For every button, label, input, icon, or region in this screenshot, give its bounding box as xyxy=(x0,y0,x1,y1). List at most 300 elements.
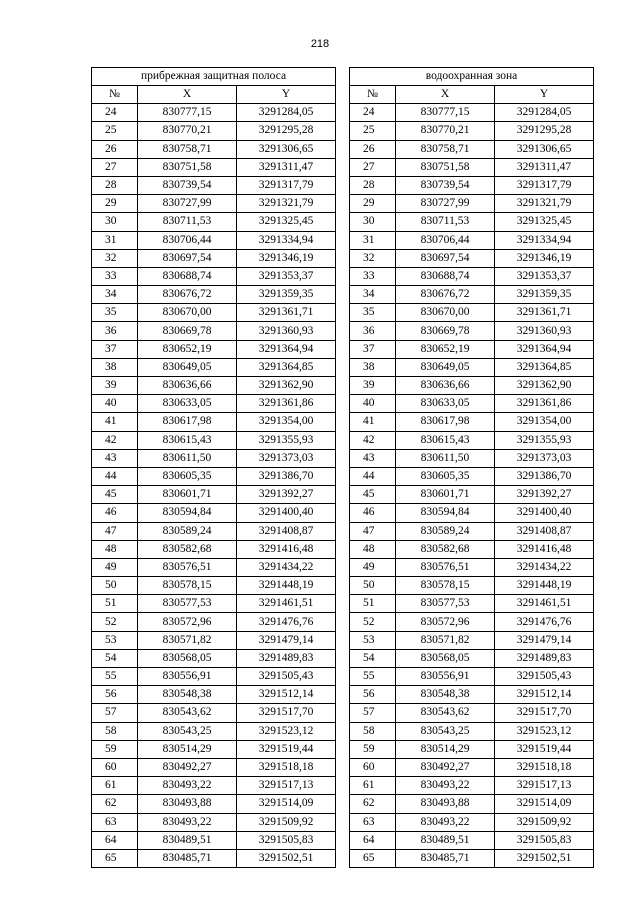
right-y-value: 3291361,71 xyxy=(495,304,594,322)
section-gap xyxy=(336,358,350,376)
left-y-value: 3291354,00 xyxy=(237,413,336,431)
left-point-number: 63 xyxy=(92,813,138,831)
right-x-value: 830670,00 xyxy=(396,304,495,322)
section-gap xyxy=(336,613,350,631)
table-row xyxy=(92,340,594,358)
section-gap xyxy=(336,158,350,176)
section-gap xyxy=(336,249,350,267)
right-y-value: 3291400,40 xyxy=(495,504,594,522)
right-x-value: 830611,50 xyxy=(396,449,495,467)
right-y-value: 3291519,44 xyxy=(495,740,594,758)
right-point-number: 43 xyxy=(350,449,396,467)
left-point-number: 60 xyxy=(92,758,138,776)
right-point-number: 50 xyxy=(350,577,396,595)
left-point-number: 30 xyxy=(92,213,138,231)
right-x-value: 830489,51 xyxy=(396,831,495,849)
left-point-number: 29 xyxy=(92,195,138,213)
table-row xyxy=(92,104,594,122)
right-point-number: 37 xyxy=(350,340,396,358)
left-x-value: 830751,58 xyxy=(138,158,237,176)
section-gap xyxy=(336,522,350,540)
right-y-value: 3291306,65 xyxy=(495,140,594,158)
left-point-number: 45 xyxy=(92,486,138,504)
right-point-number: 39 xyxy=(350,377,396,395)
right-point-number: 64 xyxy=(350,831,396,849)
right-point-number: 51 xyxy=(350,595,396,613)
left-x-value: 830572,96 xyxy=(138,613,237,631)
right-point-number: 58 xyxy=(350,722,396,740)
right-x-value: 830777,15 xyxy=(396,104,495,122)
left-x-value: 830688,74 xyxy=(138,267,237,285)
left-x-value: 830706,44 xyxy=(138,231,237,249)
table-row xyxy=(92,486,594,504)
right-x-value: 830706,44 xyxy=(396,231,495,249)
section-gap xyxy=(336,813,350,831)
left-y-value: 3291325,45 xyxy=(237,213,336,231)
right-y-value: 3291284,05 xyxy=(495,104,594,122)
left-y-value: 3291392,27 xyxy=(237,486,336,504)
right-y-value: 3291518,18 xyxy=(495,758,594,776)
right-y-value: 3291505,83 xyxy=(495,831,594,849)
right-x-value: 830601,71 xyxy=(396,486,495,504)
section-gap xyxy=(336,231,350,249)
left-y-value: 3291448,19 xyxy=(237,577,336,595)
table-row xyxy=(92,140,594,158)
right-y-value: 3291434,22 xyxy=(495,558,594,576)
left-x-value: 830493,22 xyxy=(138,777,237,795)
table-row xyxy=(92,795,594,813)
left-y-value: 3291364,85 xyxy=(237,358,336,376)
right-y-value: 3291325,45 xyxy=(495,213,594,231)
left-point-number: 26 xyxy=(92,140,138,158)
right-y-value: 3291461,51 xyxy=(495,595,594,613)
left-point-number: 64 xyxy=(92,831,138,849)
right-x-value: 830770,21 xyxy=(396,122,495,140)
right-x-value: 830688,74 xyxy=(396,267,495,285)
right-x-value: 830571,82 xyxy=(396,631,495,649)
left-x-value: 830589,24 xyxy=(138,522,237,540)
left-y-value: 3291416,48 xyxy=(237,540,336,558)
right-x-value: 830758,71 xyxy=(396,140,495,158)
right-point-number: 44 xyxy=(350,467,396,485)
table-row xyxy=(92,831,594,849)
right-x-value: 830485,71 xyxy=(396,849,495,867)
right-point-number: 60 xyxy=(350,758,396,776)
right-y-value: 3291386,70 xyxy=(495,467,594,485)
left-y-value: 3291408,87 xyxy=(237,522,336,540)
left-header-num: № xyxy=(92,86,138,104)
table-row xyxy=(92,213,594,231)
left-x-value: 830514,29 xyxy=(138,740,237,758)
left-point-number: 41 xyxy=(92,413,138,431)
left-y-value: 3291353,37 xyxy=(237,267,336,285)
left-point-number: 42 xyxy=(92,431,138,449)
section-gap xyxy=(336,140,350,158)
left-y-value: 3291334,94 xyxy=(237,231,336,249)
left-x-value: 830739,54 xyxy=(138,176,237,194)
left-x-value: 830697,54 xyxy=(138,249,237,267)
table-row xyxy=(92,613,594,631)
right-x-value: 830514,29 xyxy=(396,740,495,758)
right-y-value: 3291502,51 xyxy=(495,849,594,867)
table-row xyxy=(92,522,594,540)
table-row xyxy=(92,540,594,558)
right-y-value: 3291334,94 xyxy=(495,231,594,249)
left-x-value: 830670,00 xyxy=(138,304,237,322)
right-y-value: 3291505,43 xyxy=(495,668,594,686)
table-row xyxy=(92,686,594,704)
right-section-title: водоохранная зона xyxy=(350,68,594,86)
section-gap xyxy=(336,467,350,485)
table-row xyxy=(92,195,594,213)
left-section-title: прибрежная защитная полоса xyxy=(92,68,336,86)
right-y-value: 3291448,19 xyxy=(495,577,594,595)
table-row xyxy=(92,267,594,285)
table-row xyxy=(92,704,594,722)
left-point-number: 46 xyxy=(92,504,138,522)
left-x-value: 830578,15 xyxy=(138,577,237,595)
left-point-number: 56 xyxy=(92,686,138,704)
right-y-value: 3291317,79 xyxy=(495,176,594,194)
right-point-number: 38 xyxy=(350,358,396,376)
left-y-value: 3291400,40 xyxy=(237,504,336,522)
section-gap xyxy=(336,395,350,413)
section-gap xyxy=(336,722,350,740)
section-gap xyxy=(336,449,350,467)
left-y-value: 3291517,70 xyxy=(237,704,336,722)
left-x-value: 830548,38 xyxy=(138,686,237,704)
right-y-value: 3291408,87 xyxy=(495,522,594,540)
right-x-value: 830711,53 xyxy=(396,213,495,231)
section-gap xyxy=(336,377,350,395)
left-y-value: 3291386,70 xyxy=(237,467,336,485)
left-point-number: 33 xyxy=(92,267,138,285)
left-y-value: 3291505,43 xyxy=(237,668,336,686)
right-x-value: 830572,96 xyxy=(396,613,495,631)
right-x-value: 830493,22 xyxy=(396,813,495,831)
table-row xyxy=(92,740,594,758)
left-y-value: 3291505,83 xyxy=(237,831,336,849)
left-point-number: 53 xyxy=(92,631,138,649)
right-point-number: 34 xyxy=(350,286,396,304)
right-point-number: 27 xyxy=(350,158,396,176)
left-y-value: 3291523,12 xyxy=(237,722,336,740)
left-point-number: 28 xyxy=(92,176,138,194)
left-header-y: Y xyxy=(237,86,336,104)
section-gap xyxy=(336,686,350,704)
left-point-number: 31 xyxy=(92,231,138,249)
right-point-number: 35 xyxy=(350,304,396,322)
left-point-number: 27 xyxy=(92,158,138,176)
section-gap xyxy=(336,795,350,813)
right-x-value: 830577,53 xyxy=(396,595,495,613)
left-x-value: 830633,05 xyxy=(138,395,237,413)
left-point-number: 37 xyxy=(92,340,138,358)
section-gap xyxy=(336,649,350,667)
right-x-value: 830605,35 xyxy=(396,467,495,485)
left-y-value: 3291355,93 xyxy=(237,431,336,449)
section-gap xyxy=(336,668,350,686)
left-point-number: 47 xyxy=(92,522,138,540)
right-y-value: 3291517,13 xyxy=(495,777,594,795)
right-y-value: 3291311,47 xyxy=(495,158,594,176)
left-y-value: 3291476,76 xyxy=(237,613,336,631)
table-row xyxy=(92,358,594,376)
left-y-value: 3291518,18 xyxy=(237,758,336,776)
coordinates-table xyxy=(91,67,594,868)
table-row xyxy=(92,631,594,649)
table-row xyxy=(92,377,594,395)
section-gap xyxy=(336,413,350,431)
left-x-value: 830758,71 xyxy=(138,140,237,158)
left-point-number: 61 xyxy=(92,777,138,795)
left-point-number: 24 xyxy=(92,104,138,122)
right-point-number: 53 xyxy=(350,631,396,649)
right-x-value: 830633,05 xyxy=(396,395,495,413)
right-y-value: 3291523,12 xyxy=(495,722,594,740)
left-y-value: 3291362,90 xyxy=(237,377,336,395)
section-gap xyxy=(336,122,350,140)
left-point-number: 50 xyxy=(92,577,138,595)
left-point-number: 51 xyxy=(92,595,138,613)
left-x-value: 830601,71 xyxy=(138,486,237,504)
right-y-value: 3291512,14 xyxy=(495,686,594,704)
right-point-number: 28 xyxy=(350,176,396,194)
right-x-value: 830582,68 xyxy=(396,540,495,558)
left-y-value: 3291502,51 xyxy=(237,849,336,867)
left-x-value: 830605,35 xyxy=(138,467,237,485)
right-x-value: 830543,62 xyxy=(396,704,495,722)
section-gap xyxy=(336,740,350,758)
right-point-number: 63 xyxy=(350,813,396,831)
left-y-value: 3291517,13 xyxy=(237,777,336,795)
table-row xyxy=(92,813,594,831)
section-gap xyxy=(336,595,350,613)
left-x-value: 830711,53 xyxy=(138,213,237,231)
left-point-number: 35 xyxy=(92,304,138,322)
right-point-number: 24 xyxy=(350,104,396,122)
right-x-value: 830636,66 xyxy=(396,377,495,395)
right-point-number: 54 xyxy=(350,649,396,667)
left-header-x: X xyxy=(138,86,237,104)
section-gap xyxy=(336,849,350,867)
right-header-x: X xyxy=(396,86,495,104)
right-x-value: 830548,38 xyxy=(396,686,495,704)
table-row xyxy=(92,467,594,485)
section-gap xyxy=(336,431,350,449)
section-gap xyxy=(336,631,350,649)
right-x-value: 830594,84 xyxy=(396,504,495,522)
right-y-value: 3291360,93 xyxy=(495,322,594,340)
table-row xyxy=(92,413,594,431)
right-x-value: 830556,91 xyxy=(396,668,495,686)
right-y-value: 3291476,76 xyxy=(495,613,594,631)
table-row xyxy=(92,722,594,740)
left-y-value: 3291509,92 xyxy=(237,813,336,831)
right-y-value: 3291359,35 xyxy=(495,286,594,304)
section-gap xyxy=(336,577,350,595)
left-x-value: 830493,22 xyxy=(138,813,237,831)
right-point-number: 56 xyxy=(350,686,396,704)
table-row xyxy=(92,595,594,613)
left-x-value: 830556,91 xyxy=(138,668,237,686)
left-x-value: 830649,05 xyxy=(138,358,237,376)
right-x-value: 830578,15 xyxy=(396,577,495,595)
right-y-value: 3291295,28 xyxy=(495,122,594,140)
section-gap xyxy=(336,704,350,722)
left-x-value: 830727,99 xyxy=(138,195,237,213)
right-y-value: 3291392,27 xyxy=(495,486,594,504)
table-row xyxy=(92,449,594,467)
table-row xyxy=(92,668,594,686)
left-x-value: 830576,51 xyxy=(138,558,237,576)
left-y-value: 3291360,93 xyxy=(237,322,336,340)
table-row xyxy=(92,158,594,176)
left-point-number: 38 xyxy=(92,358,138,376)
right-x-value: 830615,43 xyxy=(396,431,495,449)
left-y-value: 3291306,65 xyxy=(237,140,336,158)
left-point-number: 62 xyxy=(92,795,138,813)
left-point-number: 44 xyxy=(92,467,138,485)
table-row xyxy=(92,231,594,249)
right-point-number: 32 xyxy=(350,249,396,267)
right-y-value: 3291354,00 xyxy=(495,413,594,431)
right-y-value: 3291346,19 xyxy=(495,249,594,267)
left-y-value: 3291311,47 xyxy=(237,158,336,176)
table-row xyxy=(92,304,594,322)
right-y-value: 3291509,92 xyxy=(495,813,594,831)
right-y-value: 3291364,85 xyxy=(495,358,594,376)
left-x-value: 830571,82 xyxy=(138,631,237,649)
right-point-number: 62 xyxy=(350,795,396,813)
right-point-number: 33 xyxy=(350,267,396,285)
section-gap xyxy=(336,540,350,558)
left-x-value: 830485,71 xyxy=(138,849,237,867)
right-y-value: 3291353,37 xyxy=(495,267,594,285)
right-y-value: 3291355,93 xyxy=(495,431,594,449)
right-point-number: 47 xyxy=(350,522,396,540)
section-gap xyxy=(336,286,350,304)
right-point-number: 49 xyxy=(350,558,396,576)
left-x-value: 830577,53 xyxy=(138,595,237,613)
table-row xyxy=(92,176,594,194)
right-point-number: 57 xyxy=(350,704,396,722)
right-y-value: 3291489,83 xyxy=(495,649,594,667)
left-y-value: 3291514,09 xyxy=(237,795,336,813)
right-point-number: 25 xyxy=(350,122,396,140)
right-x-value: 830676,72 xyxy=(396,286,495,304)
right-point-number: 36 xyxy=(350,322,396,340)
section-gap xyxy=(336,176,350,194)
right-x-value: 830617,98 xyxy=(396,413,495,431)
left-x-value: 830543,25 xyxy=(138,722,237,740)
right-x-value: 830751,58 xyxy=(396,158,495,176)
left-x-value: 830493,88 xyxy=(138,795,237,813)
section-gap xyxy=(336,831,350,849)
left-point-number: 59 xyxy=(92,740,138,758)
right-point-number: 61 xyxy=(350,777,396,795)
right-point-number: 41 xyxy=(350,413,396,431)
table-row xyxy=(92,577,594,595)
left-x-value: 830777,15 xyxy=(138,104,237,122)
right-x-value: 830568,05 xyxy=(396,649,495,667)
table-row xyxy=(92,431,594,449)
right-x-value: 830543,25 xyxy=(396,722,495,740)
left-y-value: 3291317,79 xyxy=(237,176,336,194)
right-point-number: 31 xyxy=(350,231,396,249)
left-x-value: 830543,62 xyxy=(138,704,237,722)
left-x-value: 830652,19 xyxy=(138,340,237,358)
right-x-value: 830493,88 xyxy=(396,795,495,813)
right-y-value: 3291373,03 xyxy=(495,449,594,467)
left-x-value: 830770,21 xyxy=(138,122,237,140)
right-y-value: 3291517,70 xyxy=(495,704,594,722)
section-gap xyxy=(336,86,350,104)
left-point-number: 49 xyxy=(92,558,138,576)
table-row xyxy=(92,777,594,795)
left-point-number: 39 xyxy=(92,377,138,395)
left-y-value: 3291321,79 xyxy=(237,195,336,213)
left-x-value: 830594,84 xyxy=(138,504,237,522)
left-x-value: 830615,43 xyxy=(138,431,237,449)
left-y-value: 3291479,14 xyxy=(237,631,336,649)
table-row xyxy=(92,286,594,304)
right-point-number: 30 xyxy=(350,213,396,231)
section-gap xyxy=(336,68,350,86)
left-y-value: 3291359,35 xyxy=(237,286,336,304)
left-y-value: 3291461,51 xyxy=(237,595,336,613)
right-point-number: 45 xyxy=(350,486,396,504)
left-point-number: 25 xyxy=(92,122,138,140)
left-y-value: 3291364,94 xyxy=(237,340,336,358)
section-gap xyxy=(336,758,350,776)
left-y-value: 3291361,71 xyxy=(237,304,336,322)
right-y-value: 3291364,94 xyxy=(495,340,594,358)
right-y-value: 3291321,79 xyxy=(495,195,594,213)
left-x-value: 830617,98 xyxy=(138,413,237,431)
left-x-value: 830611,50 xyxy=(138,449,237,467)
table-row xyxy=(92,504,594,522)
left-point-number: 36 xyxy=(92,322,138,340)
right-point-number: 55 xyxy=(350,668,396,686)
right-x-value: 830493,22 xyxy=(396,777,495,795)
section-gap xyxy=(336,322,350,340)
right-x-value: 830652,19 xyxy=(396,340,495,358)
right-point-number: 48 xyxy=(350,540,396,558)
left-point-number: 32 xyxy=(92,249,138,267)
right-point-number: 65 xyxy=(350,849,396,867)
right-point-number: 42 xyxy=(350,431,396,449)
right-point-number: 29 xyxy=(350,195,396,213)
right-x-value: 830727,99 xyxy=(396,195,495,213)
right-x-value: 830576,51 xyxy=(396,558,495,576)
right-x-value: 830649,05 xyxy=(396,358,495,376)
table-row xyxy=(92,322,594,340)
right-y-value: 3291361,86 xyxy=(495,395,594,413)
left-point-number: 65 xyxy=(92,849,138,867)
left-x-value: 830492,27 xyxy=(138,758,237,776)
table-row xyxy=(92,249,594,267)
left-y-value: 3291519,44 xyxy=(237,740,336,758)
right-y-value: 3291362,90 xyxy=(495,377,594,395)
right-x-value: 830492,27 xyxy=(396,758,495,776)
table-row xyxy=(92,758,594,776)
left-point-number: 52 xyxy=(92,613,138,631)
section-gap xyxy=(336,486,350,504)
section-gap xyxy=(336,104,350,122)
left-point-number: 43 xyxy=(92,449,138,467)
table-row xyxy=(92,395,594,413)
